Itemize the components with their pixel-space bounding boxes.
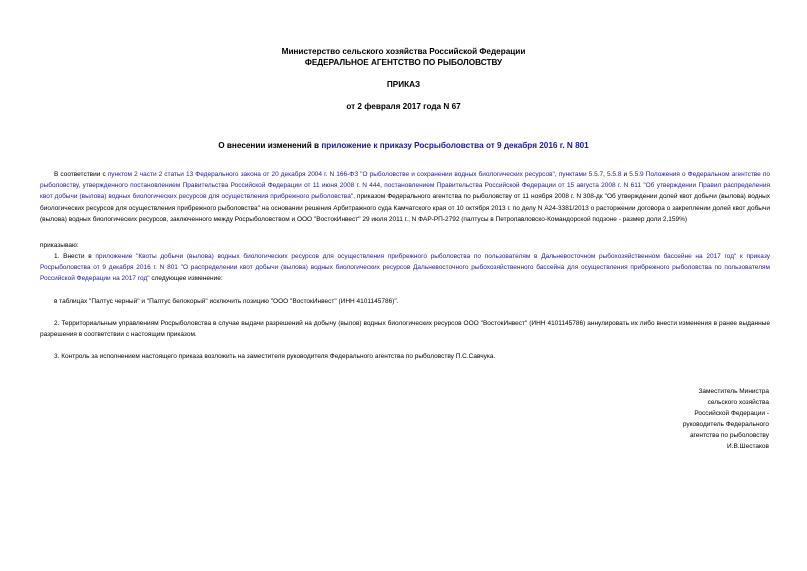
document-subject <box>0 140 807 151</box>
preamble-link-law[interactable]: пунктом 2 части 2 статьи 13 Федерального закона от 20 декабря 2004 г. N 166-ФЗ "О рыболовстве и сохранении водных биологических ресурсов" <box>107 171 555 178</box>
preamble-link-558[interactable]: 5.5.8 <box>606 171 622 178</box>
preamble-text-2: , <box>554 171 559 178</box>
signature-line-3: Российской Федерации - <box>694 410 769 417</box>
ministry-name: Министерство сельского хозяйства Российской Федерации <box>281 47 526 56</box>
preamble-text-3: , <box>603 171 607 178</box>
signature-line-5: агентства по рыболовству <box>689 432 769 439</box>
preamble-text-1: В соответствии с <box>54 171 108 178</box>
preamble-link-559[interactable]: 5.5.9 Положения о Федеральном агентстве по рыболовству, утвержденного постановлением Правительства Российской Федерации от 11 июня 2008 г. N 444 <box>40 171 770 190</box>
preamble-text-6: , приказом Федерального агентства по рыболовству от 11 ноября 2008 г. N 308-дк "Об утверждении долей квот добычи (вылова) водных биологических ресурсов для осуществления прибрежного рыболовства" на основании решения Арбитражного суда Камчатского края от 10 октября 2013 г. по делу N А24-3381/2013 о расторжении договора о закреплении долей квот добычи (вылова) водных биологических ресурсов, заключенного между Росрыболовством и ООО "ВостокИнвест" 29 июля 2011 г., N ФАР-РП-2792 (палтусы в Петропавловско-Командорской подзоне - размер доли 2,159%) <box>40 193 770 223</box>
preamble-link-557[interactable]: пунктами 5.5.7 <box>558 171 604 178</box>
item-1-detail: в таблицах "Палтус черный" и "Палтус белокорый" исключить позицию "ООО "ВостокИнвест" (ИНН 4101145786)". <box>54 298 399 305</box>
item-1-paragraph <box>40 251 770 285</box>
document-type: ПРИКАЗ <box>386 80 421 89</box>
signatory-name: И.В.Шестаков <box>727 443 769 450</box>
item-2-paragraph: 2. Территориальным управлениям Росрыболовства в случае выдачи разрешений на добычу (вылов) водных биологических ресурсов ООО "ВостокИнвест" (ИНН 4101145786) аннулировать их либо внести изменения в ранее выданные разрешения в соответствии с настоящим приказом. <box>40 320 770 339</box>
item-3-paragraph: 3. Контроль за исполнением настоящего приказа возложить на заместителя руководителя Федерального агентства по рыболовству П.С.Савчука. <box>54 353 496 360</box>
signature-line-4: руководитель Федерального <box>682 421 769 428</box>
item-1-text-2: следующее изменение: <box>149 275 223 283</box>
preamble-text-5: , <box>380 182 385 190</box>
signature-line-1: Заместитель Министра <box>698 388 769 395</box>
order-word: приказываю: <box>40 242 79 249</box>
preamble-paragraph <box>40 169 770 225</box>
preamble-link-611[interactable]: постановлением Правительства Российской Федерации от 15 августа 2008 г. N 611 "Об утверждении Правил распределения квот добычи (вылова) водных биологических ресурсов для осуществления прибрежного рыболовства" <box>40 182 770 201</box>
agency-name: ФЕДЕРАЛЬНОЕ АГЕНТСТВО ПО РЫБОЛОВСТВУ <box>304 58 503 67</box>
signature-line-2: сельского хозяйства <box>707 399 769 406</box>
preamble-text-4: и <box>621 171 630 178</box>
item-1-link-appendix[interactable]: приложение "Квоты добычи (вылова) водных биологических ресурсов для осуществления прибрежного рыболовства по пользователям в Дальневосточном рыбохозяйственном бассейне на 2017 год" к приказу Росрыболовства от 9 декабря 2016 г. N 801 "О распределении квот добычи (вылова) водных биологических ресурсов Дальневосточного рыбохозяйственного бассейна для осуществления прибрежного рыболовства по пользователям Российской Федерации на 2017 год" <box>40 253 770 283</box>
signature-block <box>629 386 769 452</box>
subject-link[interactable]: приложение к приказу Росрыболовства от 9 декабря 2016 г. N 801 <box>321 141 589 150</box>
subject-prefix: О внесении изменений в <box>218 141 322 150</box>
document-date-number: от 2 февраля 2017 года N 67 <box>346 102 461 111</box>
item-1-text-1: 1. Внести в <box>54 253 96 260</box>
